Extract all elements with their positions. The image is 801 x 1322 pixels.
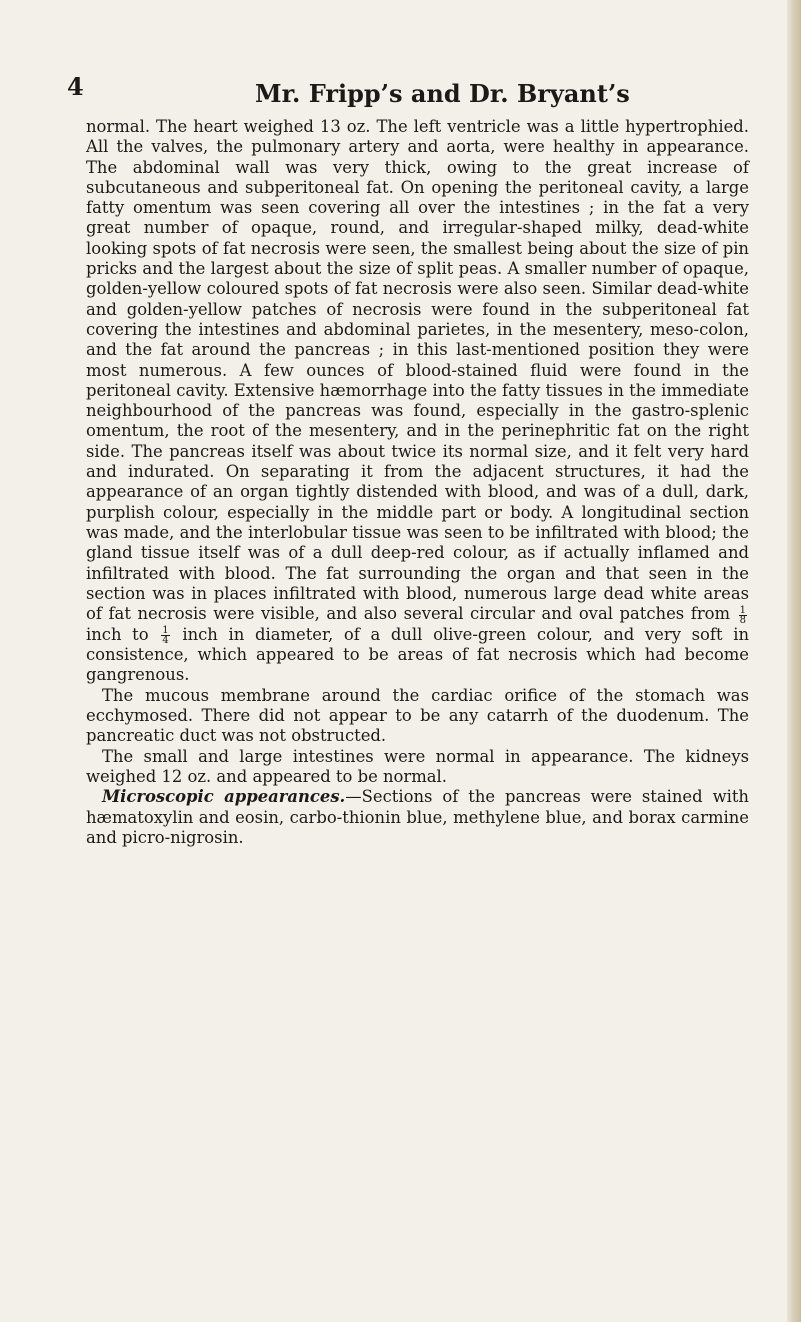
- running-title: Mr. Fripp’s and Dr. Bryant’s: [255, 79, 630, 108]
- fraction-numerator: 1: [739, 604, 747, 616]
- fraction-numerator: 1: [162, 625, 169, 637]
- paragraph-1-mid: inch to: [86, 624, 149, 644]
- paragraph-4-text: —Sections of the pancreas were stained with hæmatoxylin and eosin, carbo-thionin blue, methylene blue, and borax carmine and picro-nigrosin.: [86, 787, 749, 847]
- paragraph-1: [86, 117, 749, 686]
- paragraph-2: The mucous membrane around the cardiac orifice of the stomach was ecchymosed. There did not appear to be any catarrh of the duodenum. The pancreatic duct was not obstructed.: [86, 685, 749, 746]
- fraction-denominator: 4: [162, 635, 169, 647]
- section-heading-microscopic: Microscopic appearances.: [102, 787, 346, 807]
- paragraph-4: [86, 787, 749, 848]
- fraction-denominator: 8: [739, 614, 747, 626]
- fraction-one-quarter: [161, 626, 169, 645]
- paragraph-3: The small and large intestines were normal in appearance. The kidneys weighed 12 oz. and appeared to be normal.: [86, 746, 749, 786]
- page-number: 4: [67, 72, 84, 101]
- paragraph-1-text: normal. The heart weighed 13 oz. The left ventricle was a little hypertrophied. All the valves, the pulmonary artery and aorta, were healthy in appearance. The abdominal wall was very thick, owing to the great increase of subcutaneous and subperitoneal fat. On opening the peritoneal cavity, a large fatty omentum was seen covering all over the intestines ; in the fat a very great number of opaque, round, and irregular-shaped milky, dead-white looking spots of fat necrosis were seen, the smallest being about the size of pin pricks and the largest about the size of split peas. A smaller number of opaque, golden-yellow coloured spots of fat necrosis were also seen. Similar dead-white and golden-yellow patches of necrosis were found in the subperitoneal fat covering the intestines and abdominal parietes, in the mesentery, meso-colon, and the fat around the pancreas ; in this last-mentioned position they were most numerous. A few ounces of blood-stained fluid were found in the peritoneal cavity. Extensive hæmorrhage into the fatty tissues in the immediate neighbourhood of the pancreas was found, especially in the gastro-splenic omentum, the root of the mesentery, and in the perinephritic fat on the right side. The pancreas itself was about twice its normal size, and it felt very hard and indurated. On separating it from the adjacent structures, it had the appearance of an organ tightly distended with blood, and was of a dull, dark, purplish colour, especially in the middle part or body. A longitudinal section was made, and the interlobular tissue was seen to be infiltrated with blood; the gland tissue itself was of a dull deep-red colour, as if actually inflamed and infiltrated with blood. The fat surrounding the organ and that seen in the section was in places infiltrated with blood, numerous large dead white areas of fat necrosis were visible, and also several circular and oval patches from: [86, 117, 749, 624]
- body-text: [86, 117, 749, 848]
- fraction-one-eighth: [739, 606, 747, 625]
- page-edge-shadow: [787, 0, 801, 1322]
- paragraph-1-end: inch in diameter, of a dull olive-green colour, and very soft in consistence, which appeared to be areas of fat necrosis which had become gangrenous.: [86, 624, 749, 685]
